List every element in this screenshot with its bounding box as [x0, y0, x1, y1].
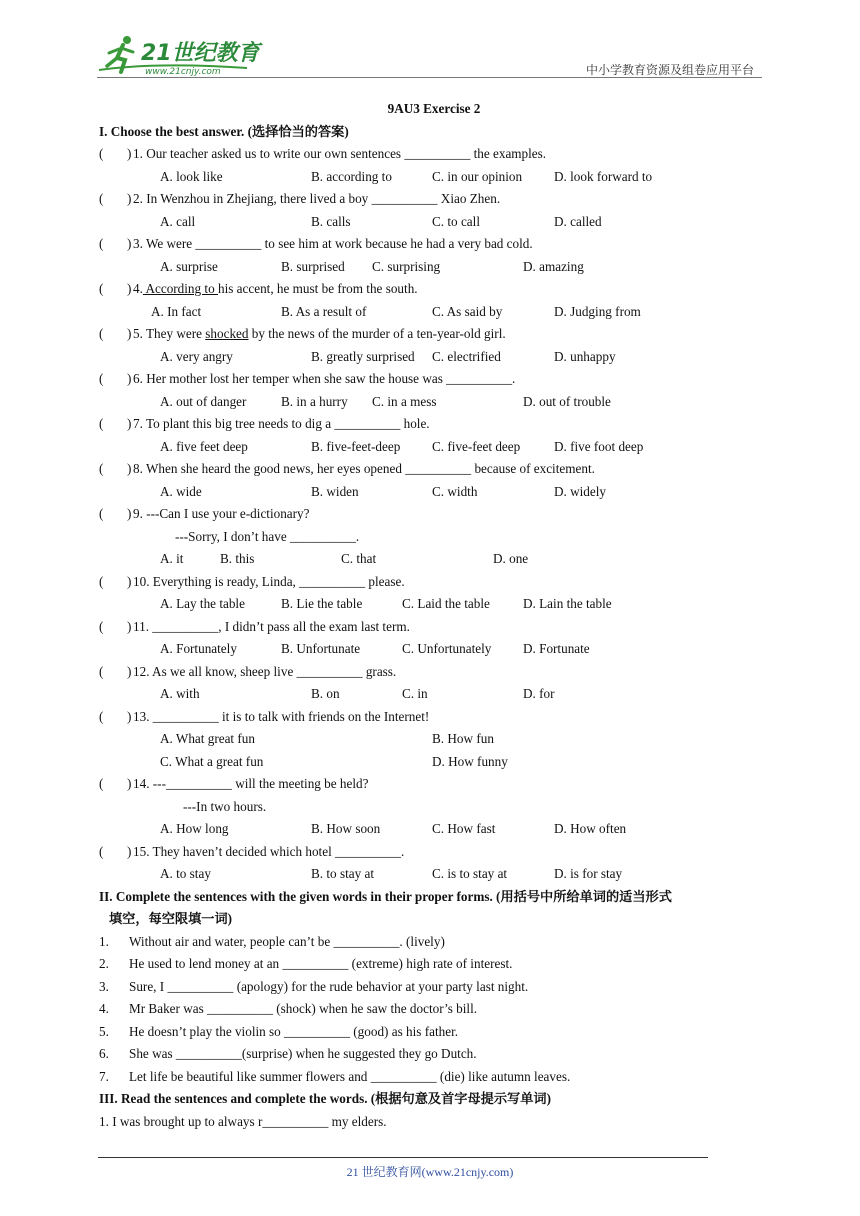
question-text: 14. ---__________ will the meeting be held?	[133, 776, 369, 791]
question-stem	[99, 278, 769, 301]
options-row	[99, 683, 769, 706]
fill-in-item	[99, 1066, 769, 1089]
question-reply	[99, 526, 769, 549]
question-text: 1. Our teacher asked us to write our own sentences __________ the examples.	[133, 146, 547, 161]
options-row	[99, 436, 769, 459]
option-b: B. according to	[311, 168, 392, 184]
option-a: A. wide	[160, 483, 202, 499]
option-d: D. Lain the table	[523, 596, 612, 611]
question-text	[133, 278, 418, 301]
option-c: C. Laid the table	[402, 596, 490, 611]
answer-paren-open: (	[99, 416, 104, 431]
item-number: 6.	[99, 1046, 109, 1061]
question-text-post: by the news of the murder of a ten-year-old girl.	[248, 326, 506, 341]
section-2-heading-line1: II. Complete the sentences with the given words in their proper forms. (用括号中所给单词的适当形式	[99, 888, 672, 904]
question-reply-text: ---In two hours.	[183, 798, 267, 814]
options-row	[99, 391, 769, 414]
question-stem	[99, 706, 769, 729]
fill-in-item	[99, 998, 769, 1021]
option-b: B. five-feet-deep	[311, 438, 401, 454]
option-a: A. What great fun	[160, 731, 255, 746]
option-c: C. width	[432, 483, 478, 499]
options-row	[99, 751, 769, 774]
logo-text: 21世纪教育	[141, 41, 260, 66]
option-c: C. How fast	[432, 821, 496, 836]
option-c: C. in	[402, 686, 428, 701]
question-stem	[99, 661, 769, 684]
question-text: 6. Her mother lost her temper when she saw the house was __________.	[133, 371, 516, 386]
option-b: B. How soon	[311, 821, 381, 836]
answer-paren-open: (	[99, 281, 104, 296]
option-a: A. In fact	[151, 303, 202, 319]
option-d: D. amazing	[523, 258, 584, 274]
question-stem	[99, 773, 769, 796]
footer: 21 世纪教育网(www.21cnjy.com)	[346, 1165, 514, 1179]
question-text-pre: 4.	[133, 281, 143, 296]
option-b: B. greatly surprised	[311, 348, 415, 364]
options-row	[99, 481, 769, 504]
option-a: A. five feet deep	[160, 438, 248, 454]
word-completion-list	[99, 1111, 769, 1134]
answer-paren-close: )	[127, 146, 132, 161]
item-text: Let life be beautiful like summer flowers and __________ (die) like autumn leaves.	[129, 1068, 571, 1084]
option-d: D. called	[554, 213, 602, 229]
option-b: B. in a hurry	[281, 393, 348, 409]
section-1-heading: I. Choose the best answer. (选择恰当的答案)	[99, 123, 349, 139]
question-reply-text: ---Sorry, I don’t have __________.	[175, 528, 360, 544]
option-b: B. on	[311, 686, 340, 701]
item-text: He used to lend money at an __________ (extreme) high rate of interest.	[129, 956, 513, 971]
item-number: 3.	[99, 978, 109, 994]
option-c: C. in a mess	[372, 393, 437, 409]
option-a: A. Lay the table	[160, 596, 245, 611]
option-d: D. How funny	[432, 753, 508, 769]
options-row	[99, 728, 769, 751]
option-b: B. widen	[311, 483, 359, 499]
question-text: 15. They haven’t decided which hotel __________.	[133, 843, 405, 859]
item-number: 2.	[99, 956, 109, 971]
item-text: She was __________(surprise) when he suggested they go Dutch.	[129, 1046, 477, 1061]
option-a: A. to stay	[160, 866, 211, 881]
answer-paren-open: (	[99, 843, 104, 859]
answer-paren-open: (	[99, 663, 104, 679]
option-b: B. to stay at	[311, 866, 375, 881]
options-row	[99, 301, 769, 324]
fill-in-item	[99, 1043, 769, 1066]
fill-in-list	[99, 931, 769, 1089]
option-a: A. look like	[160, 168, 223, 184]
options-row	[99, 166, 769, 189]
question-stem	[99, 503, 769, 526]
options-row	[99, 818, 769, 841]
question-text: 8. When she heard the good news, her eyes opened __________ because of excitement.	[133, 461, 595, 476]
question-text-post: his accent, he must be from the south.	[217, 281, 418, 296]
option-b: B. As a result of	[281, 303, 367, 319]
answer-paren-close: )	[127, 461, 132, 476]
answer-paren-open: (	[99, 236, 104, 251]
answer-paren-close: )	[127, 573, 132, 589]
answer-paren-open: (	[99, 371, 104, 386]
item-number: 5.	[99, 1023, 109, 1039]
logo	[97, 34, 267, 76]
question-text: 12. As we all know, sheep live __________ grass.	[133, 663, 397, 679]
question-text: 13. __________ it is to talk with friends on the Internet!	[133, 708, 430, 724]
options-row	[99, 548, 769, 571]
option-d: D. out of trouble	[523, 393, 611, 409]
question-text: 2. In Wenzhou in Zhejiang, there lived a boy __________ Xiao Zhen.	[133, 191, 501, 206]
answer-paren-open: (	[99, 776, 104, 791]
option-a: A. Fortunately	[160, 641, 237, 656]
answer-paren-close: )	[127, 191, 132, 206]
question-text: 11. __________, I didn’t pass all the exam last term.	[133, 618, 410, 634]
answer-paren-close: )	[127, 708, 132, 724]
answer-paren-close: )	[127, 843, 132, 859]
question-stem	[99, 458, 769, 481]
option-c: C. As said by	[432, 303, 503, 319]
options-row	[99, 256, 769, 279]
option-d: D. How often	[554, 821, 627, 836]
worksheet-body	[99, 98, 769, 1133]
logo-url: www.21cnjy.com	[145, 67, 221, 76]
options-row	[99, 346, 769, 369]
answer-paren-open: (	[99, 146, 104, 161]
option-a: A. How long	[160, 821, 229, 836]
option-a: A. surprise	[160, 258, 218, 274]
answer-paren-close: )	[127, 663, 132, 679]
options-row	[99, 638, 769, 661]
fill-in-item	[99, 1021, 769, 1044]
option-d: D. look forward to	[554, 168, 653, 184]
option-b: B. Unfortunate	[281, 641, 361, 656]
header-divider	[97, 77, 762, 78]
footer-divider	[98, 1157, 708, 1158]
answer-paren-open: (	[99, 191, 104, 206]
option-b: B. Lie the table	[281, 596, 363, 611]
item-number: 7.	[99, 1068, 109, 1084]
option-b: B. calls	[311, 213, 351, 229]
options-row	[99, 863, 769, 886]
answer-paren-open: (	[99, 708, 104, 724]
answer-paren-close: )	[127, 281, 132, 296]
platform-name: 中小学教育资源及组卷应用平台	[585, 63, 754, 77]
option-d: D. five foot deep	[554, 438, 644, 454]
option-c: C. five-feet deep	[432, 438, 521, 454]
option-a: A. very angry	[160, 348, 233, 364]
option-d: D. Judging from	[554, 303, 641, 319]
question-stem	[99, 616, 769, 639]
word-completion-item: 1. I was brought up to always r__________ my elders.	[99, 1113, 387, 1129]
option-c: C. that	[341, 551, 377, 566]
answer-paren-open: (	[99, 618, 104, 634]
question-text: 7. To plant this big tree needs to dig a __________ hole.	[133, 416, 430, 431]
option-c: C. Unfortunately	[402, 641, 492, 656]
answer-paren-open: (	[99, 573, 104, 589]
option-c: C. to call	[432, 213, 480, 229]
item-text: Sure, I __________ (apology) for the rude behavior at your party last night.	[129, 978, 529, 994]
question-text: 10. Everything is ready, Linda, __________ please.	[133, 573, 405, 589]
question-text: 3. We were __________ to see him at work because he had a very bad cold.	[133, 236, 533, 251]
item-text: He doesn’t play the violin so __________ (good) as his father.	[129, 1023, 459, 1039]
answer-paren-close: )	[127, 416, 132, 431]
option-b: B. surprised	[281, 258, 345, 274]
question-text-pre: 5. They were	[133, 326, 206, 341]
underlined-phrase: shocked	[205, 326, 249, 341]
underlined-phrase: According to	[142, 281, 218, 296]
question-text: 9. ---Can I use your e-dictionary?	[133, 506, 310, 521]
options-row	[99, 211, 769, 234]
question-stem	[99, 841, 769, 864]
option-a: A. it	[160, 551, 184, 566]
option-d: D. is for stay	[554, 866, 623, 881]
question-stem	[99, 233, 769, 256]
answer-paren-close: )	[127, 618, 132, 634]
answer-paren-close: )	[127, 776, 132, 791]
option-d: D. Fortunate	[523, 641, 590, 656]
option-b: B. this	[220, 551, 255, 566]
option-b: B. How fun	[432, 731, 494, 746]
option-c: C. electrified	[432, 348, 501, 364]
answer-paren-close: )	[127, 236, 132, 251]
item-number: 4.	[99, 1001, 109, 1016]
answer-paren-close: )	[127, 326, 132, 341]
option-a: A. out of danger	[160, 393, 247, 409]
question-stem	[99, 571, 769, 594]
question-text	[133, 323, 506, 346]
option-a: A. with	[160, 686, 200, 701]
option-d: D. for	[523, 686, 555, 701]
section-3-heading: III. Read the sentences and complete the words. (根据句意及首字母提示写单词)	[99, 1091, 552, 1106]
question-stem	[99, 413, 769, 436]
option-d: D. unhappy	[554, 348, 616, 364]
item-text: Without air and water, people can’t be __________. (lively)	[129, 933, 445, 949]
option-c: C. surprising	[372, 258, 441, 274]
fill-in-item	[99, 953, 769, 976]
option-c: C. What a great fun	[160, 753, 264, 769]
option-c: C. is to stay at	[432, 866, 508, 881]
question-stem	[99, 143, 769, 166]
answer-paren-close: )	[127, 371, 132, 386]
options-row	[99, 593, 769, 616]
option-d: D. widely	[554, 483, 607, 499]
question-list	[99, 143, 769, 886]
question-stem	[99, 368, 769, 391]
question-reply	[99, 796, 769, 819]
option-a: A. call	[160, 213, 196, 229]
option-c: C. in our opinion	[432, 168, 523, 184]
fill-in-item	[99, 976, 769, 999]
item-number: 1.	[99, 933, 109, 949]
answer-paren-open: (	[99, 461, 104, 476]
option-d: D. one	[493, 551, 529, 566]
answer-paren-open: (	[99, 506, 104, 521]
item-text: Mr Baker was __________ (shock) when he saw the doctor’s bill.	[129, 1001, 478, 1016]
question-stem	[99, 188, 769, 211]
page-header	[97, 30, 762, 78]
answer-paren-close: )	[127, 506, 132, 521]
question-stem	[99, 323, 769, 346]
answer-paren-open: (	[99, 326, 104, 341]
page-title: 9AU3 Exercise 2	[387, 101, 481, 116]
section-2-heading-line2: 填空，每空限填一词)	[109, 911, 233, 926]
fill-in-item	[99, 931, 769, 954]
